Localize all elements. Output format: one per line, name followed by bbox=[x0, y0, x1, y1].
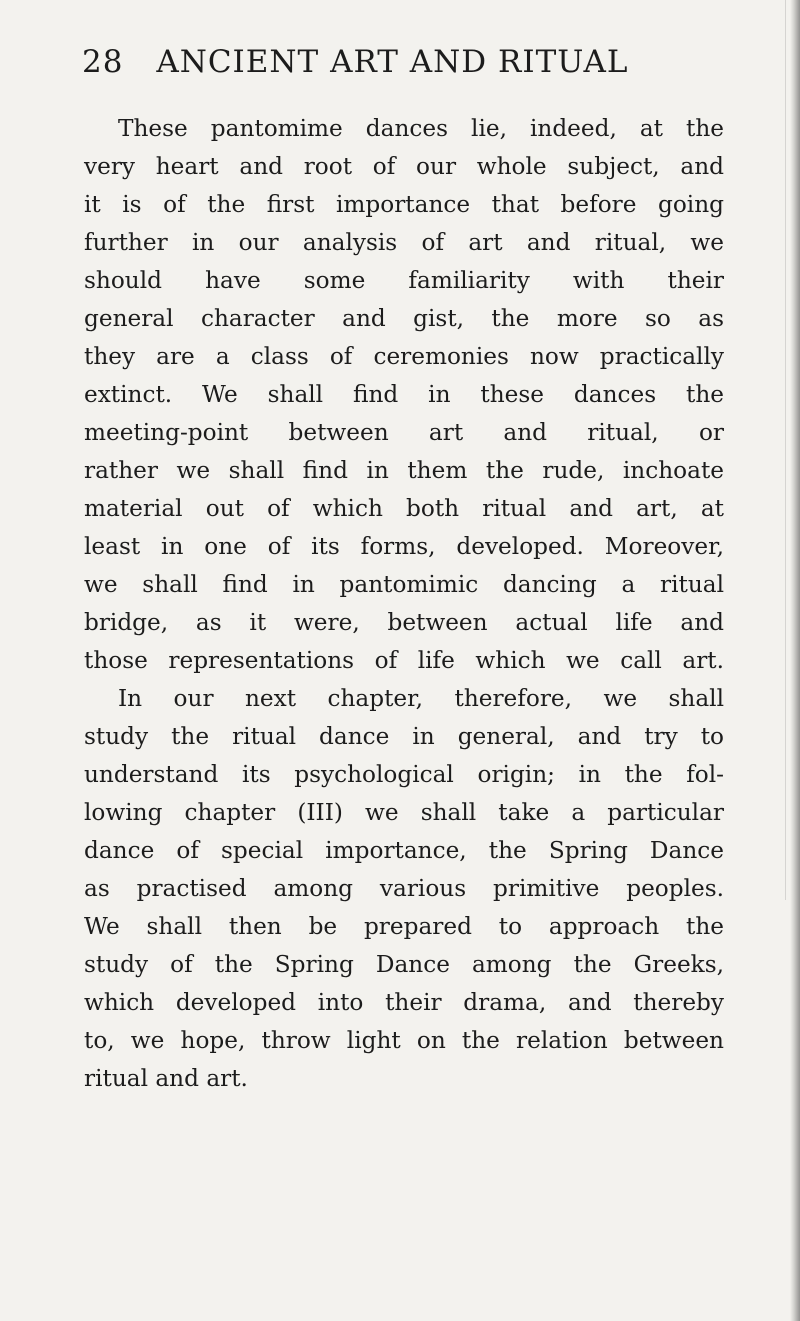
text-line: further in our analysis of art and ritual, we bbox=[84, 229, 724, 256]
page-edge-line bbox=[785, 0, 786, 900]
text-line: which developed into their drama, and thereby bbox=[84, 989, 724, 1016]
text-line: understand its psychological origin; in the fol- bbox=[84, 761, 724, 788]
running-head bbox=[82, 44, 722, 92]
text-line: In our next chapter, therefore, we shall bbox=[118, 685, 724, 712]
text-line: bridge, as it were, between actual life and bbox=[84, 609, 724, 636]
text-line: we shall find in pantomimic dancing a ritual bbox=[84, 571, 724, 598]
text-line: as practised among various primitive peoples. bbox=[84, 875, 724, 902]
text-line: extinct. We shall find in these dances the bbox=[84, 381, 724, 408]
text-line: least in one of its forms, developed. Moreover, bbox=[84, 533, 724, 560]
text-line: meeting-point between art and ritual, or bbox=[84, 419, 724, 446]
text-line: We shall then be prepared to approach the bbox=[84, 913, 724, 940]
running-title: ANCIENT ART AND RITUAL bbox=[156, 44, 629, 80]
text-line: rather we shall find in them the rude, inchoate bbox=[84, 457, 724, 484]
text-line: should have some familiarity with their bbox=[84, 267, 724, 294]
text-line: very heart and root of our whole subject, and bbox=[84, 153, 724, 180]
text-line: dance of special importance, the Spring Dance bbox=[84, 837, 724, 864]
page-edge-shadow bbox=[790, 0, 800, 1321]
text-line: ritual and art. bbox=[84, 1065, 248, 1092]
text-line: to, we hope, throw light on the relation between bbox=[84, 1027, 724, 1054]
text-line: they are a class of ceremonies now practically bbox=[84, 343, 724, 370]
text-line: it is of the first importance that before going bbox=[84, 191, 724, 218]
text-line: general character and gist, the more so as bbox=[84, 305, 724, 332]
text-line: study of the Spring Dance among the Greeks, bbox=[84, 951, 724, 978]
text-line: those representations of life which we call art. bbox=[84, 647, 724, 674]
text-line: material out of which both ritual and art, at bbox=[84, 495, 724, 522]
text-line: study the ritual dance in general, and try to bbox=[84, 723, 724, 750]
text-line: These pantomime dances lie, indeed, at the bbox=[118, 115, 724, 142]
text-line: lowing chapter (III) we shall take a particular bbox=[84, 799, 724, 826]
body-paragraph bbox=[84, 110, 724, 1098]
page-number: 28 bbox=[82, 44, 124, 80]
